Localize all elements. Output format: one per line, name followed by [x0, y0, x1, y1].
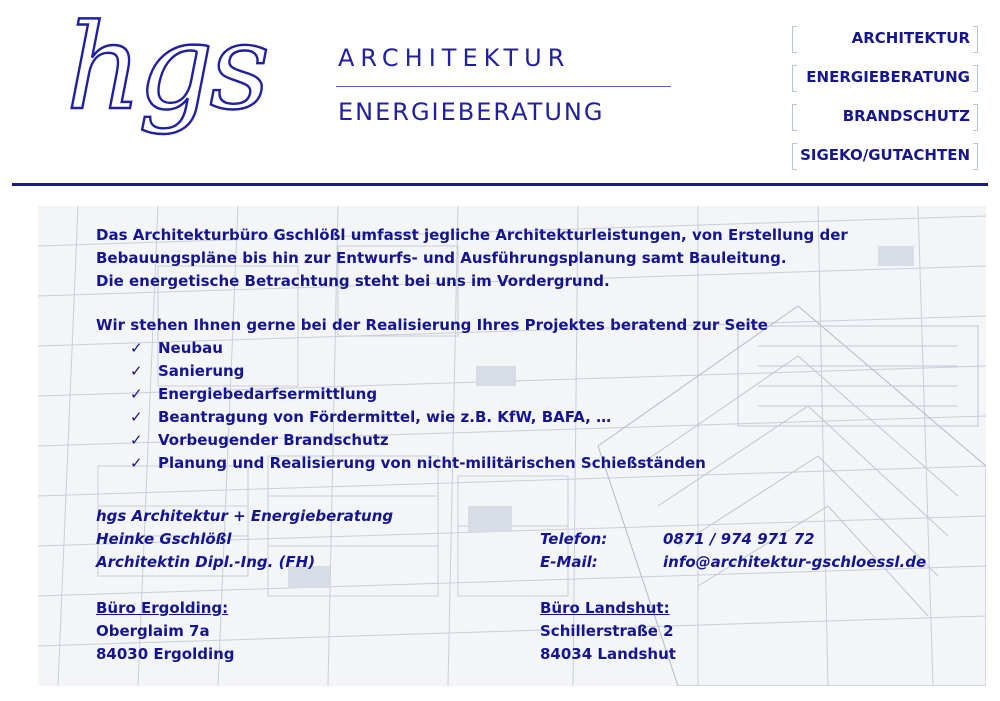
office-landshut-city: 84034 Landshut [540, 645, 676, 663]
logo-script-hgs [62, 8, 312, 148]
company-name: hgs Architektur + Energieberatung [96, 507, 394, 525]
header-divider [12, 183, 988, 186]
services-lead: Wir stehen Ihnen gerne bei der Realisierung Ihres Projektes beratend zur Seite [96, 316, 768, 334]
intro-line-1: Das Architekturbüro Gschlößl umfasst jegliche Architekturleistungen, von Erstellung der [96, 226, 848, 244]
contact-person: Heinke Gschlößl [96, 530, 232, 548]
phone-number: 0871 / 974 971 72 [663, 530, 815, 548]
service-label: Planung und Realisierung von nicht-militärischen Schießständen [158, 454, 706, 472]
service-label: Vorbeugender Brandschutz [158, 431, 389, 449]
list-item [130, 429, 976, 452]
service-label: Beantragung von Fördermittel, wie z.B. KfW, BAFA, … [158, 408, 612, 426]
email-label: E-Mail: [540, 553, 598, 571]
check-icon: ✓ [130, 339, 143, 357]
service-label: Sanierung [158, 362, 245, 380]
intro-line-2: Bebauungspläne bis hin zur Entwurfs- und Ausführungsplanung samt Bauleitung. [96, 249, 787, 267]
service-label: Neubau [158, 339, 223, 357]
services-list [96, 337, 976, 475]
office-ergolding-street: Oberglaim 7a [96, 622, 210, 640]
email-link[interactable]: info@architektur-gschloessl.de [663, 553, 927, 571]
nav-item-architektur[interactable]: ARCHITEKTUR [794, 26, 976, 50]
list-item [130, 337, 976, 360]
intro-text [96, 224, 976, 293]
list-item [130, 406, 976, 429]
intro-line-3: Die energetische Betrachtung steht bei uns im Vordergrund. [96, 272, 610, 290]
main-nav [794, 26, 976, 182]
logo-divider [336, 86, 671, 87]
office-landshut-street: Schillerstraße 2 [540, 622, 674, 640]
check-icon: ✓ [130, 431, 143, 449]
logo-script-text: hgs [66, 8, 267, 136]
nav-item-brandschutz[interactable]: BRANDSCHUTZ [794, 104, 976, 128]
contact-block [96, 505, 976, 666]
logo-word-energieberatung: ENERGIEBERATUNG [338, 98, 605, 126]
list-item [130, 452, 976, 475]
nav-item-energieberatung[interactable]: ENERGIEBERATUNG [794, 65, 976, 89]
check-icon: ✓ [130, 362, 143, 380]
office-ergolding-city: 84030 Ergolding [96, 645, 235, 663]
office-landshut-heading: Büro Landshut: [540, 599, 670, 617]
logo-word-architektur: ARCHITEKTUR [338, 44, 571, 72]
check-icon: ✓ [130, 408, 143, 426]
office-ergolding-heading: Büro Ergolding: [96, 599, 229, 617]
main-content [96, 224, 976, 475]
list-item [130, 360, 976, 383]
service-label: Energiebedarfsermittlung [158, 385, 378, 403]
contact-title: Architektin Dipl.-Ing. (FH) [96, 553, 316, 571]
list-item [130, 383, 976, 406]
check-icon: ✓ [130, 454, 143, 472]
phone-label: Telefon: [540, 530, 608, 548]
check-icon: ✓ [130, 385, 143, 403]
nav-item-sigeko-gutachten[interactable]: SIGEKO/GUTACHTEN [794, 143, 976, 167]
